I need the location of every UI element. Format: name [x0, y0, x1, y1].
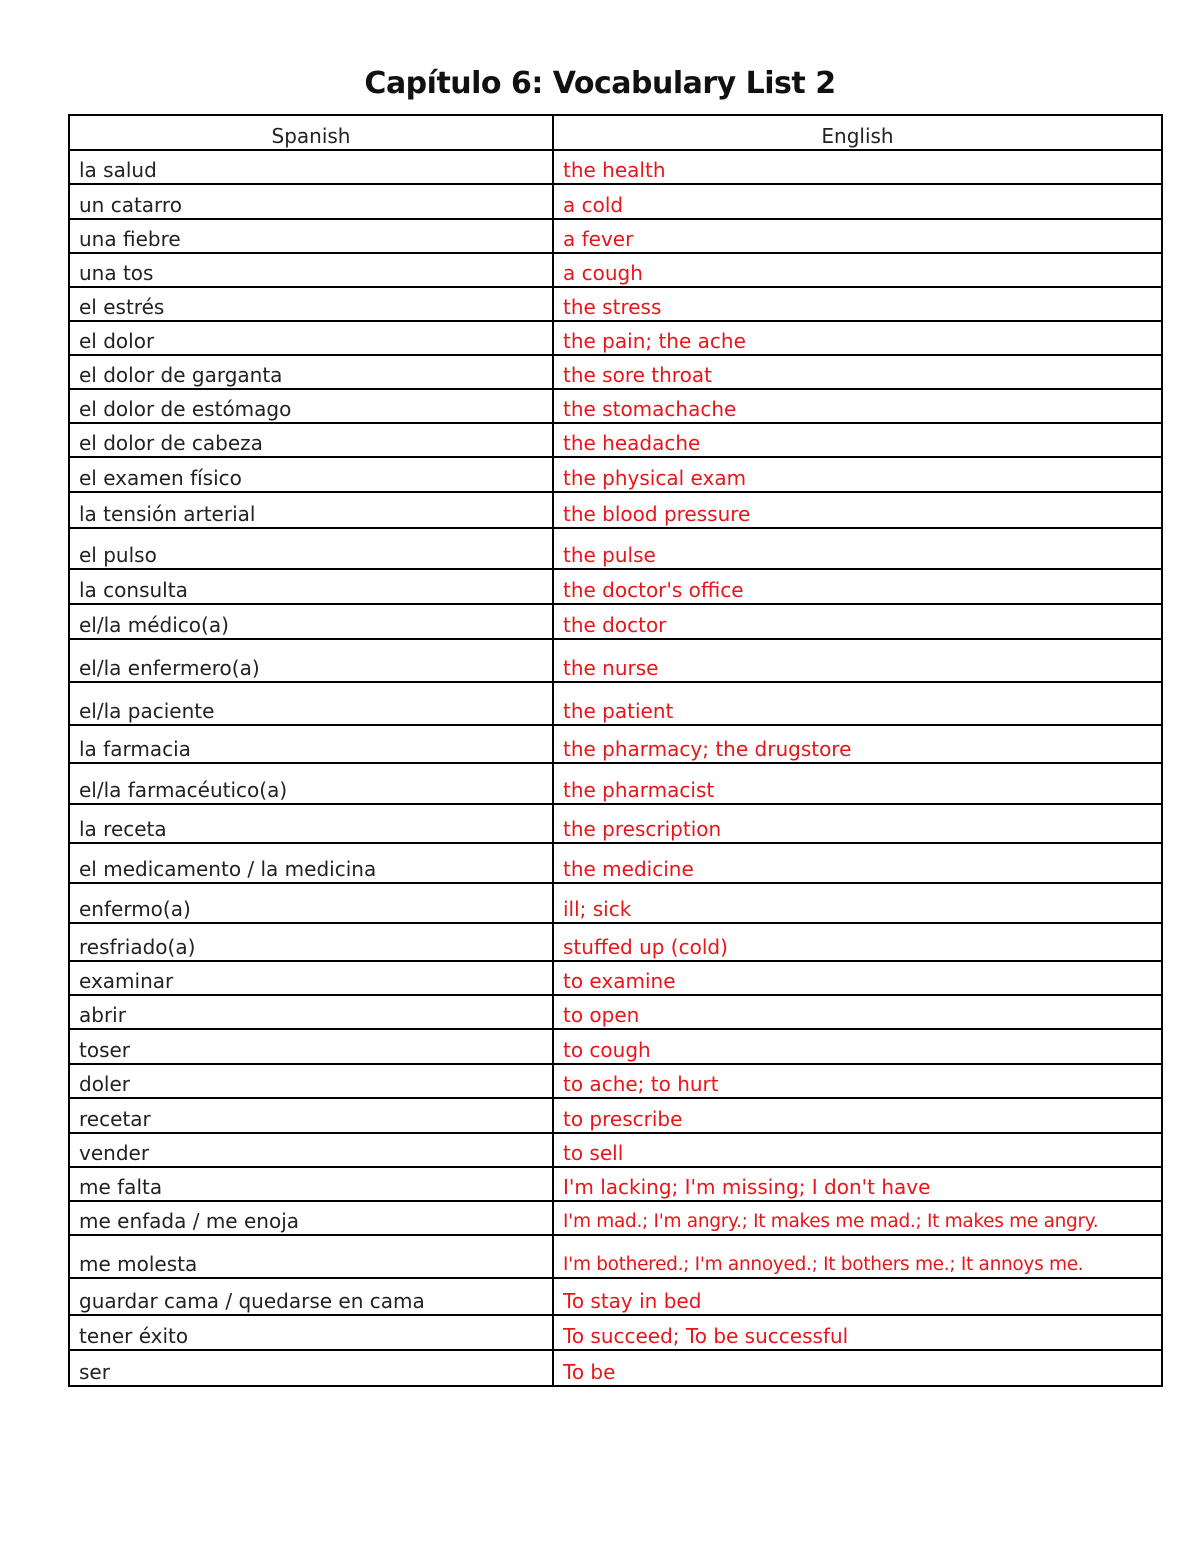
- table-row: [69, 1278, 1162, 1315]
- english-translation: the doctor's office: [553, 569, 1162, 604]
- english-translation: the pain; the ache: [553, 321, 1162, 355]
- table-row: [69, 725, 1162, 763]
- spanish-term: la tensión arterial: [69, 492, 553, 528]
- table-row: [69, 389, 1162, 423]
- table-row: [69, 1133, 1162, 1167]
- spanish-term: me molesta: [69, 1235, 553, 1278]
- table-row: [69, 528, 1162, 569]
- english-translation: the stomachache: [553, 389, 1162, 423]
- english-translation: To stay in bed: [553, 1278, 1162, 1315]
- spanish-term: un catarro: [69, 184, 553, 219]
- column-header-spanish: Spanish: [69, 115, 553, 150]
- table-row: [69, 1029, 1162, 1064]
- english-translation: to cough: [553, 1029, 1162, 1064]
- spanish-term: me enfada / me enoja: [69, 1201, 553, 1235]
- spanish-term: el dolor de cabeza: [69, 423, 553, 457]
- spanish-term: el examen físico: [69, 457, 553, 492]
- spanish-term: el pulso: [69, 528, 553, 569]
- spanish-term: el estrés: [69, 287, 553, 321]
- english-translation: the pharmacy; the drugstore: [553, 725, 1162, 763]
- table-row: [69, 1167, 1162, 1201]
- english-translation: to examine: [553, 961, 1162, 995]
- table-row: [69, 219, 1162, 253]
- spanish-term: vender: [69, 1133, 553, 1167]
- table-row: [69, 604, 1162, 639]
- table-row: [69, 253, 1162, 287]
- spanish-term: guardar cama / quedarse en cama: [69, 1278, 553, 1315]
- english-translation: stuffed up (cold): [553, 923, 1162, 961]
- spanish-term: examinar: [69, 961, 553, 995]
- spanish-term: la salud: [69, 150, 553, 184]
- table-row: [69, 492, 1162, 528]
- english-translation: the headache: [553, 423, 1162, 457]
- spanish-term: el/la enfermero(a): [69, 639, 553, 682]
- table-row: [69, 639, 1162, 682]
- spanish-term: el/la paciente: [69, 682, 553, 725]
- table-header-row: [69, 115, 1162, 150]
- table-row: [69, 1201, 1162, 1235]
- english-translation: the medicine: [553, 843, 1162, 883]
- table-row: [69, 423, 1162, 457]
- english-translation: the nurse: [553, 639, 1162, 682]
- spanish-term: doler: [69, 1064, 553, 1098]
- spanish-term: la consulta: [69, 569, 553, 604]
- table-row: [69, 355, 1162, 389]
- spanish-term: tener éxito: [69, 1315, 553, 1350]
- table-row: [69, 1064, 1162, 1098]
- table-row: [69, 961, 1162, 995]
- spanish-term: recetar: [69, 1098, 553, 1133]
- english-translation: the doctor: [553, 604, 1162, 639]
- table-row: [69, 569, 1162, 604]
- table-row: [69, 804, 1162, 843]
- table-row: [69, 1235, 1162, 1278]
- spanish-term: la receta: [69, 804, 553, 843]
- spanish-term: la farmacia: [69, 725, 553, 763]
- english-translation: to ache; to hurt: [553, 1064, 1162, 1098]
- table-row: [69, 457, 1162, 492]
- english-translation: the patient: [553, 682, 1162, 725]
- spanish-term: resfriado(a): [69, 923, 553, 961]
- table-row: [69, 1350, 1162, 1386]
- table-row: [69, 184, 1162, 219]
- table-row: [69, 995, 1162, 1029]
- spanish-term: el medicamento / la medicina: [69, 843, 553, 883]
- english-translation: the sore throat: [553, 355, 1162, 389]
- english-translation: to prescribe: [553, 1098, 1162, 1133]
- table-row: [69, 1098, 1162, 1133]
- english-translation: I'm mad.; I'm angry.; It makes me mad.; It makes me angry.: [553, 1201, 1162, 1235]
- english-translation: To succeed; To be successful: [553, 1315, 1162, 1350]
- spanish-term: el/la farmacéutico(a): [69, 763, 553, 804]
- english-translation: a cough: [553, 253, 1162, 287]
- table-row: [69, 763, 1162, 804]
- spanish-term: el dolor de estómago: [69, 389, 553, 423]
- spanish-term: el/la médico(a): [69, 604, 553, 639]
- spanish-term: me falta: [69, 1167, 553, 1201]
- table-row: [69, 1315, 1162, 1350]
- english-translation: the pulse: [553, 528, 1162, 569]
- english-translation: to sell: [553, 1133, 1162, 1167]
- spanish-term: abrir: [69, 995, 553, 1029]
- spanish-term: una tos: [69, 253, 553, 287]
- vocabulary-table: [68, 114, 1163, 1387]
- english-translation: the prescription: [553, 804, 1162, 843]
- spanish-term: toser: [69, 1029, 553, 1064]
- spanish-term: enfermo(a): [69, 883, 553, 923]
- english-translation: to open: [553, 995, 1162, 1029]
- spanish-term: el dolor: [69, 321, 553, 355]
- table-row: [69, 321, 1162, 355]
- english-translation: the pharmacist: [553, 763, 1162, 804]
- table-row: [69, 682, 1162, 725]
- table-row: [69, 843, 1162, 883]
- english-translation: the blood pressure: [553, 492, 1162, 528]
- english-translation: the physical exam: [553, 457, 1162, 492]
- english-translation: I'm lacking; I'm missing; I don't have: [553, 1167, 1162, 1201]
- english-translation: the health: [553, 150, 1162, 184]
- english-translation: To be: [553, 1350, 1162, 1386]
- spanish-term: ser: [69, 1350, 553, 1386]
- english-translation: the stress: [553, 287, 1162, 321]
- table-row: [69, 150, 1162, 184]
- english-translation: a fever: [553, 219, 1162, 253]
- english-translation: a cold: [553, 184, 1162, 219]
- page-title: Capítulo 6: Vocabulary List 2: [364, 66, 836, 101]
- table-row: [69, 287, 1162, 321]
- table-row: [69, 883, 1162, 923]
- table-row: [69, 923, 1162, 961]
- english-translation: I'm bothered.; I'm annoyed.; It bothers me.; It annoys me.: [553, 1235, 1162, 1278]
- spanish-term: el dolor de garganta: [69, 355, 553, 389]
- english-translation: ill; sick: [553, 883, 1162, 923]
- spanish-term: una fiebre: [69, 219, 553, 253]
- column-header-english: English: [553, 115, 1162, 150]
